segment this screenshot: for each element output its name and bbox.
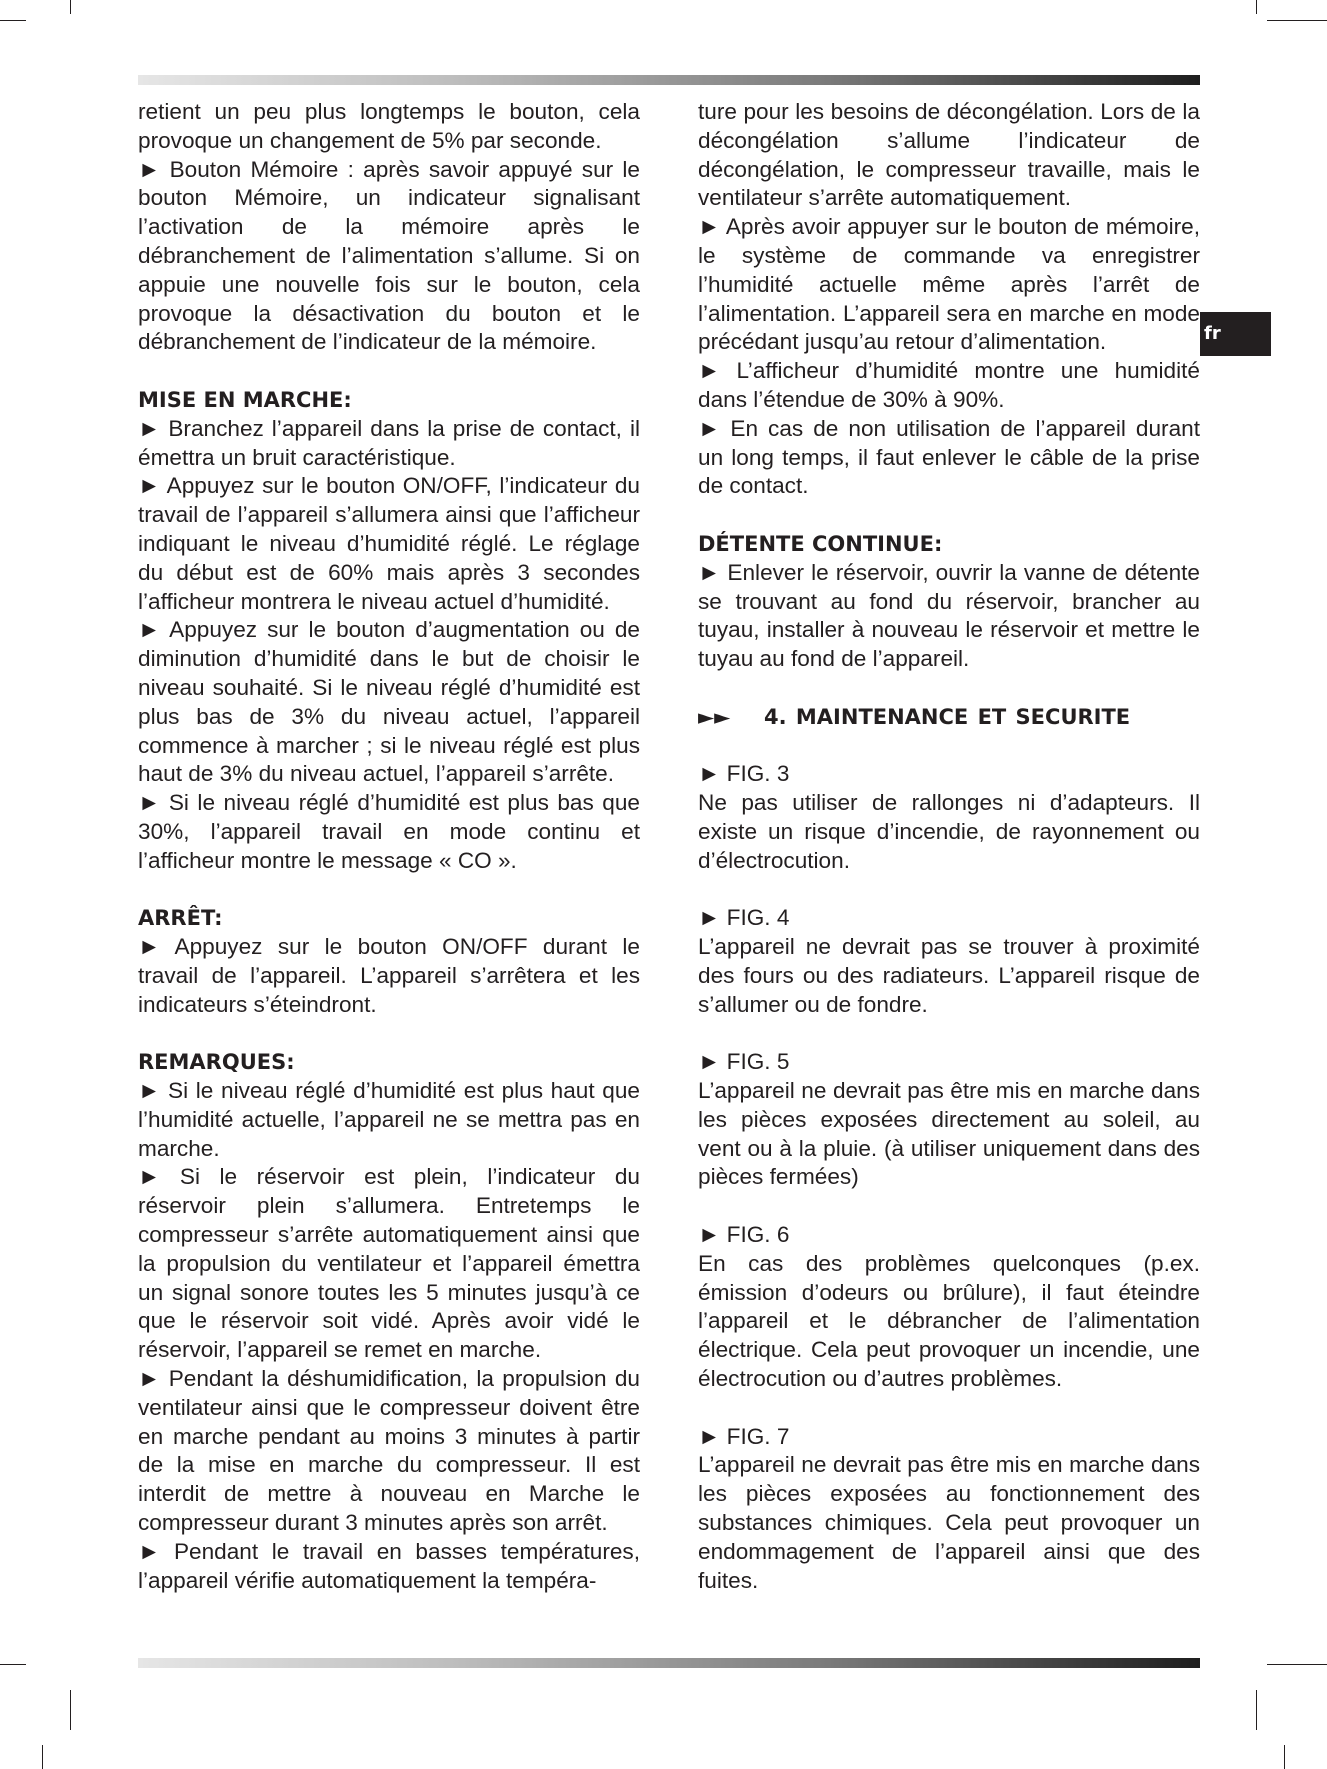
crop-mark	[1256, 0, 1257, 14]
spacer	[698, 1394, 1200, 1423]
spacer	[698, 876, 1200, 905]
paragraph: ► FIG. 3	[698, 761, 790, 787]
paragraph: ► FIG. 4	[698, 905, 790, 931]
paragraph: En cas des problèmes quelconques (p.ex. émission d’odeurs ou brûlure), il faut éteindre l’appareil et le débrancher de l’alimentation électrique. Cela peut provoquer un incendie, une électrocution ou d’autres problèmes.	[698, 1250, 1200, 1392]
paragraph: ► Pendant la déshumidification, la propulsion du ventilateur ainsi que le compresseur doivent être en marche pendant au moins 3 minutes à partir de la mise en marche du compresseur. Il est interdit de mettre à nouveau en Marche le compresseur durant 3 minutes après son arrêt.	[138, 1366, 640, 1536]
section-heading: MISE EN MARCHE:	[138, 387, 352, 412]
left-column	[138, 98, 640, 1595]
chapter-heading	[698, 703, 1200, 732]
spacer	[138, 1020, 640, 1049]
language-tab: fr	[1200, 312, 1271, 356]
paragraph: ► Si le niveau réglé d’humidité est plus haut que l’humidité actuelle, l’appareil ne se mettra pas en marche.	[138, 1078, 640, 1161]
crop-mark	[70, 1690, 71, 1730]
paragraph: ► Appuyez sur le bouton ON/OFF durant le travail de l’appareil. L’appareil s’arrêtera et les indicateurs s’éteindront.	[138, 934, 640, 1017]
spacer	[698, 732, 1200, 761]
spacer	[698, 1192, 1200, 1221]
paragraph: L’appareil ne devrait pas être mis en marche dans les pièces exposées au fonctionnement des substances chimiques. Cela peut provoquer un endommagement de l’appareil ainsi que des fuites.	[698, 1452, 1200, 1593]
paragraph: ► Si le réservoir est plein, l’indicateur du réservoir plein s’allumera. Entretemps le compresseur s’arrête automatiquement ainsi que la propulsion du ventilateur et l’appareil émettra un signal sonore toutes les 5 minutes jusqu’à ce que le réservoir soit vidé. Après avoir vidé le réservoir, l’appareil se remet en marche.	[138, 1164, 640, 1363]
paragraph: ► FIG. 7	[698, 1423, 790, 1449]
paragraph: ture pour les besoins de décongélation. Lors de la décongélation s’allume l’indicateur de décongélation, le compresseur travaille, mais le ventilateur s’arrête automatiquement.	[698, 99, 1200, 211]
paragraph: ► L’afficheur d’humidité montre une humidité dans l’étendue de 30% à 90%.	[698, 358, 1200, 412]
paragraph: ► Enlever le réservoir, ouvrir la vanne de détente se trouvant au fond du réservoir, brancher au tuyau, installer à nouveau le réservoir et mettre le tuyau au fond de l’appareil.	[698, 559, 1200, 672]
paragraph: ► Appuyez sur le bouton d’augmentation ou de diminution d’humidité dans le but de choisir le niveau souhaité. Si le niveau réglé d’humidité est plus bas de 3% du niveau actuel, l’appareil commence à marcher ; si le niveau réglé est plus haut de 3% du niveau actuel, l’appareil s’arrête.	[138, 617, 640, 787]
crop-mark	[1284, 1745, 1285, 1769]
double-arrow-icon: ►►	[698, 704, 731, 729]
paragraph: ► Branchez l’appareil dans la prise de contact, il émettra un bruit caractéristique.	[138, 415, 640, 470]
spacer	[138, 876, 640, 905]
crop-mark	[1267, 20, 1327, 21]
crop-mark	[1267, 1664, 1327, 1665]
paragraph: Ne pas utiliser de rallonges ni d’adapteurs. Il existe un risque d’incendie, de rayonnement ou d’électrocution.	[698, 790, 1200, 873]
spacer	[698, 674, 1200, 703]
paragraph: ► Si le niveau réglé d’humidité est plus bas que 30%, l’appareil travail en mode continu et l’afficheur montre le message « CO ».	[138, 790, 640, 873]
paragraph: retient un peu plus longtemps le bouton, cela provoque un changement de 5% par seconde.	[138, 99, 640, 153]
paragraph: ► Bouton Mémoire : après savoir appuyé sur le bouton Mémoire, un indicateur signalisant l’activation de la mémoire après le débranchement de l’alimentation s’allume. Si on appuie une nouvelle fois sur le bouton, cela provoque la désactivation du bouton et le débranchement de l’indicateur de la mémoire.	[138, 156, 640, 355]
spacer	[138, 357, 640, 386]
crop-mark	[1256, 1690, 1257, 1730]
paragraph: ► En cas de non utilisation de l’appareil durant un long temps, il faut enlever le câble de la prise de contact.	[698, 415, 1200, 499]
right-column	[698, 98, 1200, 1595]
paragraph: ► Appuyez sur le bouton ON/OFF, l’indicateur du travail de l’appareil s’allumera ainsi que l’afficheur indiquant le niveau d’humidité réglé. Le réglage du début est de 60% mais après 3 secondes l’afficheur montrera le niveau actuel d’humidité.	[138, 473, 640, 614]
crop-mark	[0, 20, 26, 21]
section-heading: DÉTENTE CONTINUE:	[698, 531, 943, 556]
spacer	[698, 501, 1200, 530]
crop-mark	[42, 1745, 43, 1769]
paragraph: L’appareil ne devrait pas se trouver à proximité des fours ou des radiateurs. L’appareil risque de s’allumer ou de fondre.	[698, 934, 1200, 1017]
paragraph: ► Pendant le travail en basses températures, l’appareil vérifie automatiquement la tempéra-	[138, 1538, 640, 1593]
section-heading: REMARQUES:	[138, 1050, 295, 1075]
section-heading: ARRÊT:	[138, 906, 223, 931]
paragraph: ► FIG. 5	[698, 1049, 790, 1075]
paragraph: ► Après avoir appuyer sur le bouton de mémoire, le système de commande va enregistrer l’humidité actuelle même après l’arrêt de l’alimentation. L’appareil sera en marche en mode précédant jusqu’au retour d’alimentation.	[698, 214, 1200, 355]
chapter-title: 4. MAINTENANCE ET SECURITE	[764, 704, 1131, 729]
crop-mark	[0, 1664, 26, 1665]
spacer	[698, 1020, 1200, 1049]
top-gradient-rule	[138, 75, 1200, 85]
crop-mark	[70, 0, 71, 14]
paragraph: L’appareil ne devrait pas être mis en marche dans les pièces exposées directement au soleil, au vent ou à la pluie. (à utiliser uniquement dans des pièces fermées)	[698, 1078, 1200, 1190]
paragraph: ► FIG. 6	[698, 1222, 790, 1248]
bottom-gradient-rule	[138, 1658, 1200, 1668]
